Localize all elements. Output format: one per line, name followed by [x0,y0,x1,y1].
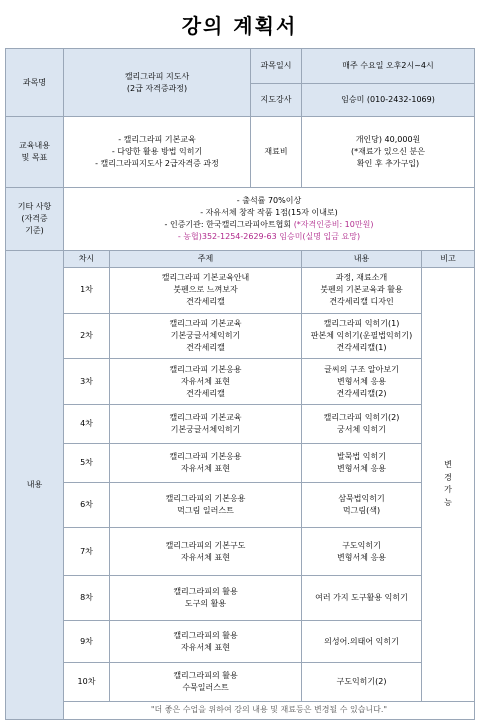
session-number: 6차 [64,483,110,528]
session-content-line: 과정, 재료소개 [335,273,388,283]
session-number: 10차 [64,663,110,702]
session-content [302,621,422,663]
cert-fee: (*자격인증비: 10만원) [293,219,374,229]
course-name-value [64,49,251,117]
session-topic [110,267,302,313]
session-topic [110,663,302,702]
session-topic-line: 수묵일러스트 [182,683,229,693]
session-topic-line: 캘리그라피의 기본구도 [165,540,246,550]
course-name-line1: 캘리그라피 지도사 [124,71,190,81]
bank-account: - 농협)352-1254-2629-63 임승미(실명 입금 요망) [177,231,361,241]
footer-note: "더 좋은 수업을 위하여 강의 내용 및 재료등은 변경될 수 있습니다." [64,701,475,719]
content-goal-list [64,117,251,187]
schedule-label: 과목일시 [251,49,302,84]
course-name-line2: (2급 자격증과정) [126,83,188,93]
session-content [302,313,422,358]
session-topic-line: 붓펜으로 느껴보자 [173,285,238,295]
session-row [6,267,475,313]
session-topic-line: 캘리그라피 기본응용 [169,364,242,374]
other-label: 기타 사항 (자격증 기준) [6,187,64,250]
session-number: 3차 [64,359,110,405]
session-topic [110,621,302,663]
session-row [6,528,475,575]
session-row [6,444,475,483]
session-content [302,663,422,702]
content-goal-item: - 다양한 활용 방법 익히기 [111,147,203,157]
session-row [6,483,475,528]
course-name-label: 과목명 [6,49,64,117]
session-content [302,359,422,405]
session-content-line: 변형서체 응용 [337,552,386,562]
session-topic-line: 캘리그라피의 기본응용 [165,494,246,504]
session-topic-line: 자유서체 표현 [181,642,230,652]
session-content-line: 캘리그라피 익히기(1) [323,319,400,329]
col-note-header: 비고 [422,250,475,267]
session-topic-line: 먹그림 일러스트 [177,506,234,516]
session-topic-line: 캘리그라피의 활용 [173,630,238,640]
session-row [6,313,475,358]
session-content [302,405,422,444]
session-content-line: 붓펜의 기본교육과 활용 [320,285,403,295]
session-content-line: 판본체 익히기(운필법익히기) [310,331,413,341]
session-content-line: 먹그림(색) [342,506,381,516]
session-topic-line: 견각세리캘 [186,343,225,353]
session-topic-line: 자유서체 표현 [181,376,230,386]
session-number: 8차 [64,575,110,620]
session-topic-line: 캘리그라피 기본교육 [169,413,242,423]
session-row [6,405,475,444]
note-cell [422,267,475,701]
session-topic [110,405,302,444]
page-title: 강의 계획서 [181,14,298,38]
session-topic [110,528,302,575]
session-content-line: 변형서체 응용 [337,376,386,386]
session-number: 2차 [64,313,110,358]
other-item: - 자유서체 창작 작품 1점(15자 이내로) [200,207,338,217]
content-goal-item: - 캘리그라피 기본교육 [118,135,196,145]
session-content-line: 궁서체 익히기 [337,425,386,435]
session-topic [110,313,302,358]
session-content-line: 삼묵법익히기 [338,494,385,504]
session-content-line: 견각세리캘(2) [336,388,387,398]
other-list [64,187,475,250]
session-topic-line: 자유서체 표현 [181,552,230,562]
session-content-line: 발묵법 익히기 [337,452,386,462]
session-content [302,444,422,483]
instructor-label: 지도강사 [251,83,302,117]
session-content [302,575,422,620]
session-number: 1차 [64,267,110,313]
content-goal-item: - 캘리그라피지도사 2급자격증 과정 [95,159,219,169]
session-topic [110,359,302,405]
session-number: 4차 [64,405,110,444]
material-label: 재료비 [251,117,302,187]
session-topic-line: 캘리그라피 기본교육 [169,319,242,329]
session-content-line: 견각세리캘 디자인 [329,297,394,307]
session-topic-line: 캘리그라피 기본응용 [169,452,242,462]
note-value: 변경가능 [444,459,452,508]
session-row [6,621,475,663]
session-topic-line: 자유서체 표현 [181,464,230,474]
schedule-value: 매주 수요일 오후2시~4시 [302,49,475,84]
session-content-line: 의성어.의태어 익히기 [324,636,399,646]
session-topic-line: 캘리그라피의 활용 [173,586,238,596]
instructor-value: 임승미 (010-2432-1069) [302,83,475,117]
session-content [302,267,422,313]
session-number: 9차 [64,621,110,663]
session-row [6,663,475,702]
lecture-plan-table [5,48,474,720]
session-topic-line: 기본궁글서체익히기 [170,425,241,435]
session-content-line: 캘리그라피 익히기(2) [323,413,400,423]
session-topic-line: 도구의 활용 [184,598,227,608]
session-topic-line: 견각세리캘 [186,297,225,307]
session-number: 7차 [64,528,110,575]
session-topic [110,444,302,483]
session-topic-line: 견각세리캘 [186,388,225,398]
plan-section-label: 내용 [6,250,64,719]
col-topic-header: 주제 [110,250,302,267]
session-topic-line: 캘리그라피 기본교육안내 [161,273,250,283]
col-content-header: 내용 [302,250,422,267]
session-number: 5차 [64,444,110,483]
session-content-line: 견각세리캘(1) [336,343,387,353]
session-row [6,359,475,405]
session-content-line: 변형서체 응용 [337,464,386,474]
session-content [302,528,422,575]
other-item: - 인증기관: 한국캘리그라피아트협회 (*자격인증비: 10만원) [164,219,374,229]
content-goal-label: 교육내용 및 목표 [6,117,64,187]
session-content-line: 글씨의 구조 알아보기 [324,364,399,374]
session-content-line: 여러 가지 도구활용 익히기 [315,592,408,602]
session-topic-line: 기본궁글서체익히기 [170,331,241,341]
session-row [6,575,475,620]
session-topic [110,575,302,620]
session-content [302,483,422,528]
session-topic [110,483,302,528]
session-content-line: 구도익히기 [342,540,381,550]
other-item: - 출석률 70%이상 [236,195,302,205]
col-session-header: 차시 [64,250,110,267]
session-content-line: 구도익히기(2) [336,677,387,687]
session-topic-line: 캘리그라피의 활용 [173,671,238,681]
material-value: 개인당) 40,000원 (*재료가 있으신 분은 확인 후 추가구입) [302,117,475,187]
